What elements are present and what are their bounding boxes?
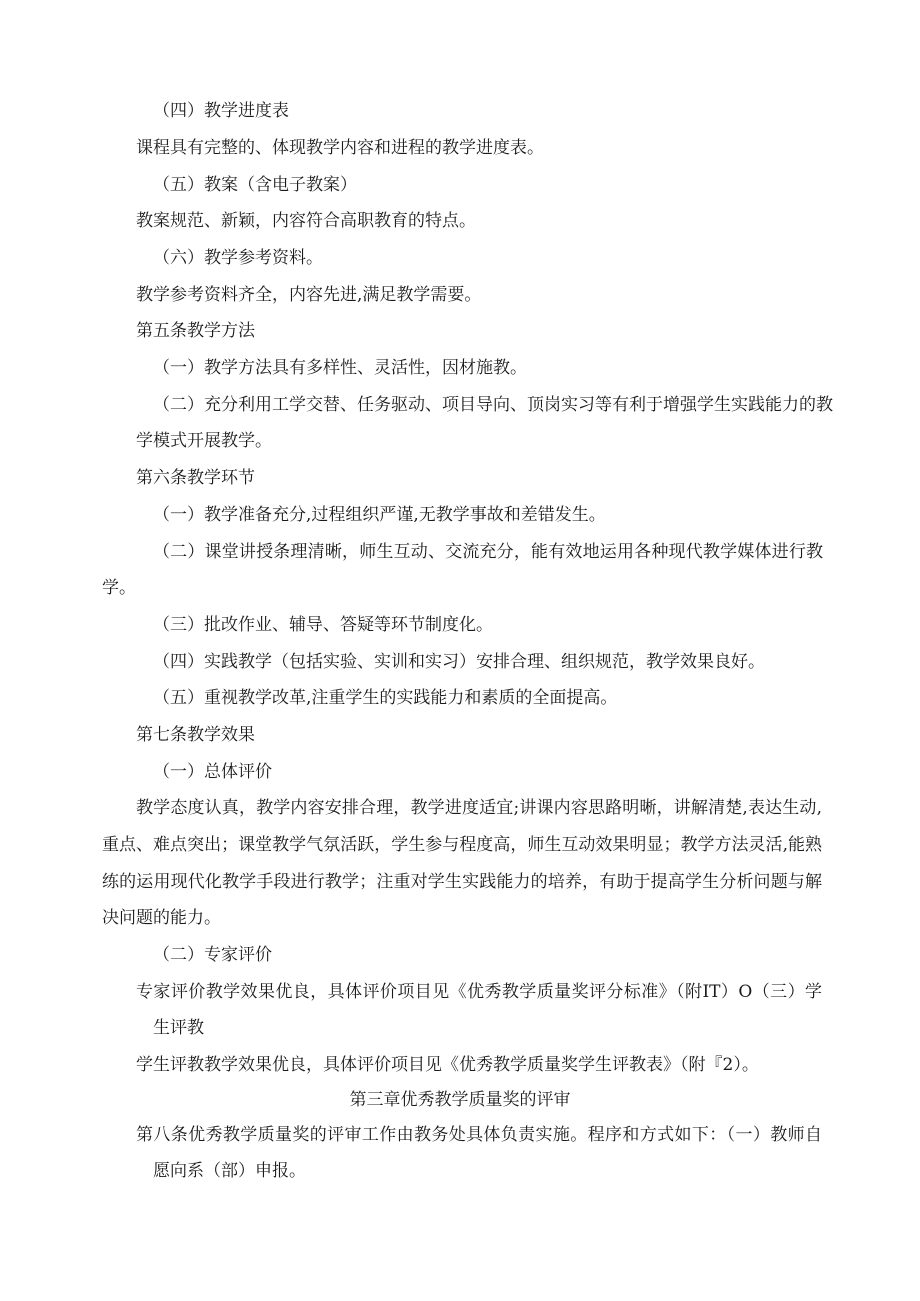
subsection-heading: （四）教学进度表 xyxy=(153,101,289,121)
paragraph-line: 重点、难点突出；课堂教学气氛活跃，学生参与程度高，师生互动效果明显；教学方法灵活,能熟 xyxy=(102,835,822,855)
subsection-heading: （五）教案（含电子教案） xyxy=(153,175,357,195)
paragraph-line: 学。 xyxy=(102,578,136,598)
paragraph-line: 第八条优秀教学质量奖的评审工作由教务处具体负责实施。程序和方式如下：（一）教师自 xyxy=(136,1125,822,1145)
paragraph-line: （五）重视教学改革,注重学生的实践能力和素质的全面提高。 xyxy=(153,688,618,708)
paragraph-line: 练的运用现代化教学手段进行教学；注重对学生实践能力的培养，有助于提高学生分析问题与解 xyxy=(102,872,822,892)
paragraph-line: （一）教学方法具有多样性、灵活性，因材施教。 xyxy=(153,358,527,378)
paragraph-line: 课程具有完整的、体现教学内容和进程的教学进度表。 xyxy=(136,138,544,158)
paragraph-line: 愿向系（部）申报。 xyxy=(153,1161,306,1181)
subsection-heading: （二）专家评价 xyxy=(153,945,272,965)
paragraph-line: （二）课堂讲授条理清晰，师生互动、交流充分，能有效地运用各种现代教学媒体进行教 xyxy=(153,542,823,562)
paragraph-line: （二）充分利用工学交替、任务驱动、项目导向、顶岗实习等有利于增强学生实践能力的教 xyxy=(153,395,833,415)
paragraph-line: 教学参考资料齐全，内容先进,满足教学需要。 xyxy=(136,285,482,305)
paragraph-line: 教案规范、新颖，内容符合高职教育的特点。 xyxy=(136,211,476,231)
article-heading: 第六条教学环节 xyxy=(136,468,255,488)
paragraph-line: 决问题的能力。 xyxy=(102,908,221,928)
subsection-heading: （六）教学参考资料。 xyxy=(153,248,323,268)
article-heading: 第七条教学效果 xyxy=(136,725,255,745)
article-heading: 第五条教学方法 xyxy=(136,321,255,341)
subsection-heading: （一）总体评价 xyxy=(153,762,272,782)
paragraph-line: （四）实践教学（包括实验、实训和实习）安排合理、组织规范，教学效果良好。 xyxy=(153,652,765,672)
paragraph-line: 教学态度认真，教学内容安排合理，教学进度适宜;讲课内容思路明晰，讲解清楚,表达生动, xyxy=(136,798,822,818)
paragraph-line: 生评教 xyxy=(153,1018,204,1038)
chapter-title: 第三章优秀教学质量奖的评审 xyxy=(349,1090,571,1110)
paragraph-line: 专家评价教学效果优良，具体评价项目见《优秀教学质量奖评分标准》（附IT）O（三）学 xyxy=(136,982,822,1002)
paragraph-line: （一）教学准备充分,过程组织严谨,无教学事故和差错发生。 xyxy=(153,505,606,525)
paragraph-line: 学模式开展教学。 xyxy=(136,431,272,451)
paragraph-line: 学生评教教学效果优良，具体评价项目见《优秀教学质量奖学生评教表》（附『2）。 xyxy=(136,1055,759,1075)
paragraph-line: （三）批改作业、辅导、答疑等环节制度化。 xyxy=(153,615,493,635)
